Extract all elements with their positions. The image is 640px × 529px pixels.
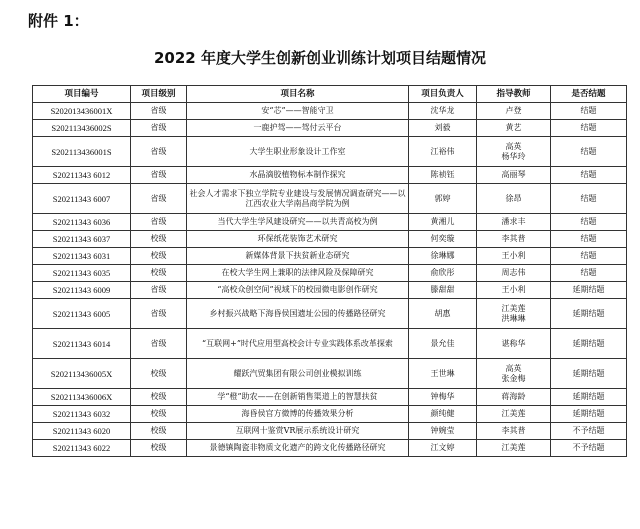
cell-code: S20211343 6007	[33, 184, 131, 214]
cell-tutor	[477, 265, 551, 282]
cell-leader: 沈华龙	[409, 103, 477, 120]
cell-tutor	[477, 167, 551, 184]
attachment-label: 附件 1：	[28, 12, 89, 30]
document-title: 2022 年度大学生创新创业训练计划项目结题情况	[154, 49, 486, 67]
cell-status: 结题	[551, 231, 627, 248]
cell-code: S20211343 6014	[33, 329, 131, 359]
table-row	[33, 103, 627, 120]
cell-level: 校级	[131, 231, 187, 248]
cell-code: S20211343 6031	[33, 248, 131, 265]
cell-project-name: 社会人才需求下独立学院专业建设与发展情况调查研究——以江西农业大学南昌商学院为例	[187, 184, 409, 214]
table-row	[33, 265, 627, 282]
tutor-name: 李其普	[501, 234, 526, 243]
cell-project-name: 新媒体背景下扶贫新业态研究	[187, 248, 409, 265]
cell-code: S202113436006X	[33, 389, 131, 406]
cell-status: 结题	[551, 248, 627, 265]
table-row	[33, 440, 627, 457]
table-row	[33, 137, 627, 167]
cell-code: S20211343 6005	[33, 299, 131, 329]
cell-project-name: 当代大学生学风建设研究——以共青高校为例	[187, 214, 409, 231]
tutor-name: 杨华玲	[501, 151, 526, 161]
col-header-leader: 项目负责人	[409, 86, 477, 103]
tutor-name: 黄艺	[505, 123, 522, 132]
cell-level: 校级	[131, 389, 187, 406]
cell-status: 结题	[551, 184, 627, 214]
cell-project-name: 乡村振兴战略下海昏侯国遗址公园的传播路径研究	[187, 299, 409, 329]
cell-leader: 徐琳娜	[409, 248, 477, 265]
cell-code: S20211343 6022	[33, 440, 131, 457]
cell-leader: 黄湘儿	[409, 214, 477, 231]
cell-level: 校级	[131, 265, 187, 282]
tutor-name: 江美莲	[501, 409, 526, 418]
cell-code: S20211343 6037	[33, 231, 131, 248]
cell-project-name: “互联网+”时代应用型高校会计专业实践体系改革探索	[187, 329, 409, 359]
cell-leader: 景允佳	[409, 329, 477, 359]
cell-project-name: 海昏侯官方微博的传播效果分析	[187, 406, 409, 423]
table-row	[33, 423, 627, 440]
cell-tutor	[477, 440, 551, 457]
cell-tutor	[477, 248, 551, 265]
cell-project-name: 耀跃汽贸集团有限公司创业模拟训练	[187, 359, 409, 389]
table-row	[33, 248, 627, 265]
cell-status: 延期结题	[551, 329, 627, 359]
cell-project-name: 景德镇陶瓷非物质文化遗产的跨文化传播路径研究	[187, 440, 409, 457]
cell-leader: 俞欣彤	[409, 265, 477, 282]
cell-tutor	[477, 137, 551, 167]
tutor-name: 王小利	[501, 251, 526, 260]
table-row	[33, 299, 627, 329]
cell-status: 延期结题	[551, 389, 627, 406]
cell-level: 省级	[131, 299, 187, 329]
tutor-name: 高英	[505, 363, 522, 373]
cell-code: S20211343 6012	[33, 167, 131, 184]
cell-project-name: 水晶滴胶植物标本制作探究	[187, 167, 409, 184]
table-row	[33, 214, 627, 231]
cell-level: 校级	[131, 440, 187, 457]
cell-project-name: 大学生职业形象设计工作室	[187, 137, 409, 167]
table-header-row	[33, 86, 627, 103]
cell-code: S20211343 6020	[33, 423, 131, 440]
cell-status: 结题	[551, 120, 627, 137]
cell-code: S20211343 6009	[33, 282, 131, 299]
table-row	[33, 282, 627, 299]
cell-status: 延期结题	[551, 282, 627, 299]
cell-tutor	[477, 329, 551, 359]
col-header-tutor: 指导教师	[477, 86, 551, 103]
cell-tutor	[477, 120, 551, 137]
cell-leader: 郭婷	[409, 184, 477, 214]
cell-leader: 钟梅华	[409, 389, 477, 406]
tutor-name: 蒋海龄	[501, 392, 526, 401]
tutor-name: 江美莲	[501, 443, 526, 452]
table-row	[33, 167, 627, 184]
cell-status: 不予结题	[551, 440, 627, 457]
cell-status: 不予结题	[551, 423, 627, 440]
cell-level: 省级	[131, 184, 187, 214]
cell-leader: 滕甜甜	[409, 282, 477, 299]
tutor-name: 洪琳琳	[501, 313, 526, 323]
cell-code: S20211343 6036	[33, 214, 131, 231]
cell-status: 结题	[551, 265, 627, 282]
cell-tutor	[477, 389, 551, 406]
tutor-name: 潘求丰	[501, 217, 526, 226]
table-row	[33, 120, 627, 137]
cell-project-name: 一鹿护驾——驾付云平台	[187, 120, 409, 137]
cell-level: 校级	[131, 359, 187, 389]
tutor-name: 张金梅	[501, 373, 526, 383]
col-header-status: 是否结题	[551, 86, 627, 103]
cell-project-name: 学“橙”助农——在创新销售渠道上的智慧扶贫	[187, 389, 409, 406]
cell-leader: 钟婉莹	[409, 423, 477, 440]
cell-tutor	[477, 214, 551, 231]
cell-tutor	[477, 103, 551, 120]
cell-status: 延期结题	[551, 299, 627, 329]
cell-leader: 胡惠	[409, 299, 477, 329]
cell-level: 校级	[131, 406, 187, 423]
results-table	[32, 85, 627, 457]
col-header-level: 项目级别	[131, 86, 187, 103]
cell-status: 结题	[551, 103, 627, 120]
cell-status: 结题	[551, 214, 627, 231]
table-row	[33, 231, 627, 248]
cell-code: S202013436001X	[33, 103, 131, 120]
tutor-name: 徐昂	[505, 193, 522, 203]
table-row	[33, 329, 627, 359]
cell-leader: 江裕伟	[409, 137, 477, 167]
tutor-name: 周志伟	[501, 268, 526, 277]
cell-tutor	[477, 231, 551, 248]
cell-leader: 王世琳	[409, 359, 477, 389]
cell-code: S202113436002S	[33, 120, 131, 137]
cell-project-name: 在校大学生网上兼职的法律风险及保障研究	[187, 265, 409, 282]
cell-tutor	[477, 282, 551, 299]
cell-level: 省级	[131, 103, 187, 120]
cell-level: 省级	[131, 329, 187, 359]
cell-tutor	[477, 406, 551, 423]
cell-level: 校级	[131, 423, 187, 440]
cell-level: 省级	[131, 282, 187, 299]
tutor-name: 卢登	[505, 106, 522, 115]
cell-tutor	[477, 299, 551, 329]
cell-status: 结题	[551, 137, 627, 167]
table-row	[33, 389, 627, 406]
cell-status: 结题	[551, 167, 627, 184]
cell-code: S202113436001S	[33, 137, 131, 167]
tutor-name: 谌称华	[501, 338, 526, 348]
cell-tutor	[477, 359, 551, 389]
cell-code: S20211343 6035	[33, 265, 131, 282]
cell-project-name: 互联网十鉴赏VR展示系统设计研究	[187, 423, 409, 440]
tutor-name: 江美莲	[501, 303, 526, 313]
cell-leader: 颜纯健	[409, 406, 477, 423]
cell-level: 省级	[131, 214, 187, 231]
cell-level: 省级	[131, 167, 187, 184]
cell-code: S20211343 6032	[33, 406, 131, 423]
cell-leader: 何奕璇	[409, 231, 477, 248]
cell-level: 校级	[131, 248, 187, 265]
cell-tutor	[477, 423, 551, 440]
table-body	[33, 103, 627, 457]
cell-project-name: 环保纸花装饰艺术研究	[187, 231, 409, 248]
tutor-name: 高丽琴	[501, 170, 526, 179]
cell-level: 省级	[131, 120, 187, 137]
table-row	[33, 184, 627, 214]
cell-leader: 刘毅	[409, 120, 477, 137]
cell-status: 延期结题	[551, 406, 627, 423]
cell-tutor	[477, 184, 551, 214]
tutor-name: 高英	[505, 141, 522, 151]
col-header-name: 项目名称	[187, 86, 409, 103]
cell-project-name: 安“芯”——智能守卫	[187, 103, 409, 120]
col-header-code: 项目编号	[33, 86, 131, 103]
tutor-name: 李其普	[501, 426, 526, 435]
table-row	[33, 359, 627, 389]
cell-leader: 陈祯钰	[409, 167, 477, 184]
cell-code: S202113436005X	[33, 359, 131, 389]
tutor-name: 王小利	[501, 285, 526, 294]
cell-leader: 江文婷	[409, 440, 477, 457]
table-row	[33, 406, 627, 423]
cell-level: 省级	[131, 137, 187, 167]
cell-status: 延期结题	[551, 359, 627, 389]
cell-project-name: “高校众创空间”视域下的校园微电影创作研究	[187, 282, 409, 299]
